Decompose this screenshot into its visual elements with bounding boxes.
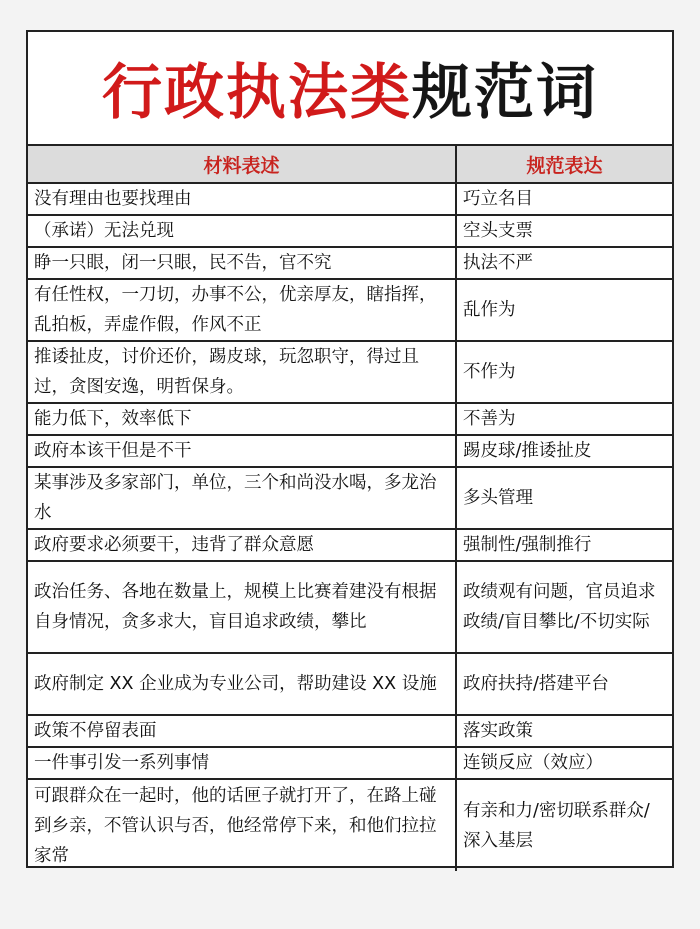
expression-cell: 不善为 (456, 403, 672, 435)
expression-cell: 有亲和力/密切联系群众/深入基层 (456, 779, 672, 871)
expression-cell: 乱作为 (456, 279, 672, 341)
title-red-part: 行政执法类 (102, 58, 412, 128)
table-row (28, 653, 672, 715)
table-row (28, 279, 672, 341)
material-cell: 睁一只眼，闭一只眼，民不告，官不究 (28, 247, 456, 279)
page-title (28, 32, 672, 146)
expression-cell: 连锁反应（效应） (456, 747, 672, 779)
expression-cell: 政府扶持/搭建平台 (456, 653, 672, 715)
material-cell: 某事涉及多家部门，单位，三个和尚没水喝，多龙治水 (28, 467, 456, 529)
terms-table (28, 146, 672, 871)
title-black-part: 规范词 (412, 58, 598, 128)
table-row (28, 403, 672, 435)
material-cell: 政策不停留表面 (28, 715, 456, 747)
material-cell: 有任性权，一刀切，办事不公，优亲厚友，瞎指挥，乱拍板，弄虚作假，作风不正 (28, 279, 456, 341)
expression-cell: 强制性/强制推行 (456, 529, 672, 561)
expression-cell: 不作为 (456, 341, 672, 403)
header-material: 材料表述 (28, 146, 456, 183)
expression-cell: 踢皮球/推诿扯皮 (456, 435, 672, 467)
table-row (28, 341, 672, 403)
expression-cell: 执法不严 (456, 247, 672, 279)
table-row (28, 247, 672, 279)
material-cell: 政治任务、各地在数量上，规模上比赛着建没有根据自身情况，贪多求大，盲目追求政绩，攀比 (28, 561, 456, 653)
material-cell: 能力低下，效率低下 (28, 403, 456, 435)
table-row (28, 747, 672, 779)
expression-cell: 巧立名目 (456, 183, 672, 215)
table-row (28, 715, 672, 747)
table-row (28, 779, 672, 871)
expression-cell: 落实政策 (456, 715, 672, 747)
expression-cell: 政绩观有问题，官员追求政绩/盲目攀比/不切实际 (456, 561, 672, 653)
table-header-row (28, 146, 672, 183)
table-row (28, 561, 672, 653)
document-sheet (26, 30, 674, 868)
material-cell: 政府本该干但是不干 (28, 435, 456, 467)
material-cell: 一件事引发一系列事情 (28, 747, 456, 779)
table-row (28, 215, 672, 247)
table-row (28, 183, 672, 215)
expression-cell: 空头支票 (456, 215, 672, 247)
material-cell: （承诺）无法兑现 (28, 215, 456, 247)
material-cell: 政府制定 XX 企业成为专业公司，帮助建设 XX 设施 (28, 653, 456, 715)
expression-cell: 多头管理 (456, 467, 672, 529)
header-expression: 规范表达 (456, 146, 672, 183)
table-row (28, 467, 672, 529)
material-cell: 没有理由也要找理由 (28, 183, 456, 215)
table-row (28, 435, 672, 467)
material-cell: 可跟群众在一起时，他的话匣子就打开了，在路上碰到乡亲，不管认识与否，他经常停下来，和他们拉拉家常 (28, 779, 456, 871)
material-cell: 推诿扯皮，讨价还价，踢皮球，玩忽职守，得过且过，贪图安逸，明哲保身。 (28, 341, 456, 403)
table-row (28, 529, 672, 561)
material-cell: 政府要求必须要干，违背了群众意愿 (28, 529, 456, 561)
